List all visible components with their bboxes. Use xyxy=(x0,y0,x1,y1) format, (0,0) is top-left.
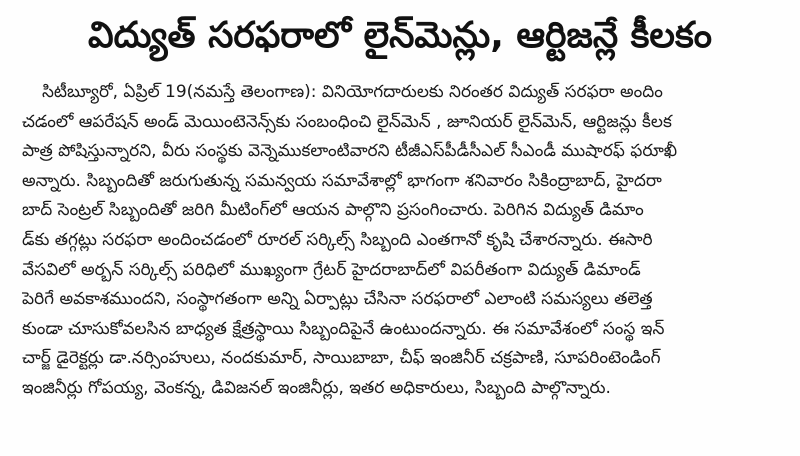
body-line: ఇంజినీర్లు గోపయ్య, వెంకన్న, డివిజనల్ ఇంజినీర్లు, ఇతర అధికారులు, సిబ్బంది పాల్గొన్నారు. xyxy=(22,377,611,398)
body-line: బాద్ సెంట్రల్ సిబ్బందితో జరిగి మీటింగ్‌లో ఆయన పాల్గొని ప్రసంగించారు. పెరిగిన విద్యుత్ డిమాం xyxy=(22,200,644,221)
body-line: పెరిగే అవకాశముందని, సంస్థాగతంగా అన్ని ఏర్పాట్లు చేసినా సరఫరాలో ఎలాంటి సమస్యలు తలెత్త xyxy=(22,289,653,310)
body-line: చార్జ్ డైరెక్టర్లు డా.నర్సింహులు, నందకుమార్, సాయిబాబా, చీఫ్ ఇంజినీర్ చక్రపాణి, సూపరింటెండింగ్ xyxy=(22,348,661,369)
body-line: పాత్ర పోషిస్తున్నారని, వీరు సంస్థకు వెన్నెముకలాంటివారని టీజీఎస్‌పీడీసీఎల్ సీఎండీ ముషారఫ్ ఫరూఖీ xyxy=(22,141,678,162)
body-line: చడంలో ఆపరేషన్ అండ్ మెయింటెనెన్స్‌కు సంబంధించి లైన్‌మెన్ , జూనియర్ లైన్‌మెన్, ఆర్టిజన్లు కీలక xyxy=(22,111,672,132)
body-line: వేసవిలో అర్బన్ సర్కిల్స్ పరిధిలో ముఖ్యంగా గ్రేటర్ హైదరాబాద్‌లో విపరీతంగా విద్యుత్ డిమాండ్ xyxy=(22,259,641,280)
article-body xyxy=(22,78,782,404)
body-line: అన్నారు. సిబ్బందితో జరుగుతున్న సమన్వయ సమావేశాల్లో భాగంగా శనివారం సికింద్రాబాద్, హైదరా xyxy=(22,170,662,191)
article-headline: విద్యుత్ సరఫరాలో లైన్‌మెన్లు, ఆర్టిజన్లే కీలకం xyxy=(87,15,712,56)
body-line: సిటీబ్యూరో, ఏప్రిల్ 19(నమస్తే తెలంగాణ): వినియోగదారులకు నిరంతర విద్యుత్ సరఫరా అందిం xyxy=(42,82,663,102)
body-line: డ్‌కు తగ్గట్లు సరఫరా అందించడంలో రూరల్ సర్కిల్స్ సిబ్బంది ఎంతగానో కృషి చేశారన్నారు. ఈసారి xyxy=(22,229,653,250)
body-line: కుండా చూసుకోవలసిన బాధ్యత క్షేత్రస్థాయి సిబ్బందిపైనే ఉంటుందన్నారు. ఈ సమావేశంలో సంస్థ ఇన్ xyxy=(22,318,665,339)
